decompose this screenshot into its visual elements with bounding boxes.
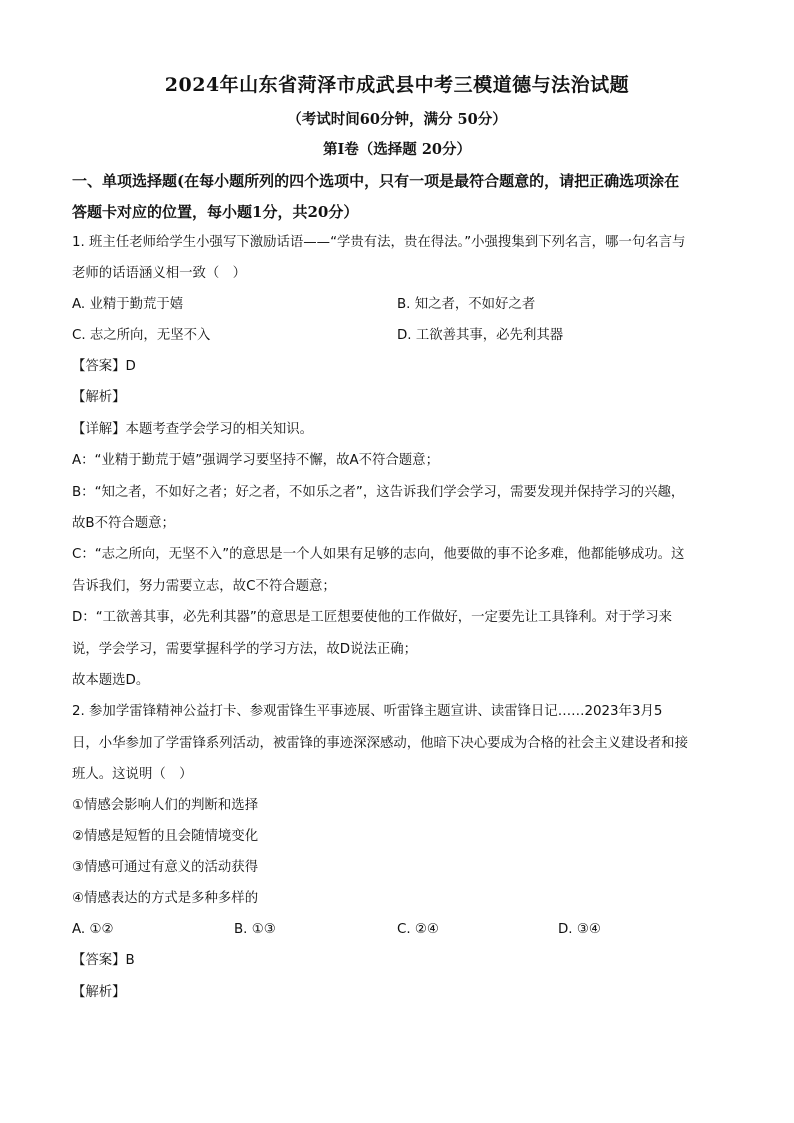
q2-answer: 【答案】B xyxy=(72,953,135,968)
q1-explain-b-line2: 故B不符合题意； xyxy=(72,516,175,531)
q1-detail: 【详解】本题考查学会学习的相关知识。 xyxy=(72,422,314,437)
exam-subtitle: （考试时间60分钟，满分 50分） xyxy=(287,111,507,128)
q2-option-b: B. ①③ xyxy=(234,922,276,937)
q1-explain-d-line2: 说，学会学习，需要掌握科学的学习方法，故D说法正确； xyxy=(72,642,418,657)
q1-analysis-label: 【解析】 xyxy=(72,390,126,405)
q1-conclusion: 故本题选D。 xyxy=(72,673,150,688)
q1-stem-line1: 1. 班主任老师给学生小强写下激励话语——“学贵有法，贵在得法。”小强搜集到下列名言，哪一句名言与 xyxy=(72,235,686,250)
q2-statement-4: ④情感表达的方式是多种多样的 xyxy=(72,891,259,906)
q1-explain-a: A：“业精于勤荒于嬉”强调学习要坚持不懈，故A不符合题意； xyxy=(72,453,439,468)
q1-explain-c-line2: 告诉我们，努力需要立志，故C不符合题意； xyxy=(72,579,336,594)
part-heading: 第Ⅰ卷（选择题 20分） xyxy=(322,141,471,158)
q2-statement-3: ③情感可通过有意义的活动获得 xyxy=(72,860,259,875)
q2-option-a: A. ①② xyxy=(72,922,114,937)
q1-explain-d-line1: D：“工欲善其事，必先利其器”的意思是工匠想要使他的工作做好，一定要先让工具锋利。对于学习来 xyxy=(72,610,672,625)
q2-analysis-label: 【解析】 xyxy=(72,985,126,1000)
q1-option-b: B. 知之者，不如好之者 xyxy=(397,297,536,312)
q1-stem-line2: 老师的话语涵义相一致（ ） xyxy=(72,266,247,281)
q1-explain-b-line1: B：“知之者，不如好之者；好之者，不如乐之者”，这告诉我们学会学习，需要发现并保持学习的兴趣， xyxy=(72,485,685,500)
q2-option-c: C. ②④ xyxy=(397,922,439,937)
q2-stem-line1: 2. 参加学雷锋精神公益打卡、参观雷锋生平事迹展、听雷锋主题宣讲、读雷锋日记……2023年3月5 xyxy=(72,704,663,719)
q2-statement-1: ①情感会影响人们的判断和选择 xyxy=(72,798,259,813)
q1-option-a: A. 业精于勤荒于嬉 xyxy=(72,297,184,312)
q1-option-c: C. 志之所向，无坚不入 xyxy=(72,328,211,343)
exam-title: 2024年山东省菏泽市成武县中考三模道德与法治试题 xyxy=(164,74,630,96)
q2-stem-line2: 日，小华参加了学雷锋系列活动，被雷锋的事迹深深感动，他暗下决心要成为合格的社会主义建设者和接 xyxy=(72,736,688,751)
q1-answer: 【答案】D xyxy=(72,359,136,374)
section-instructions-line2: 答题卡对应的位置，每小题1分，共20分） xyxy=(72,203,359,221)
q2-statement-2: ②情感是短暂的且会随情境变化 xyxy=(72,829,259,844)
q2-option-d: D. ③④ xyxy=(558,922,601,937)
section-instructions-line1: 一、单项选择题(在每小题所列的四个选项中，只有一项是最符合题意的，请把正确选项涂在 xyxy=(72,172,680,190)
q2-stem-line3: 班人。这说明（ ） xyxy=(72,767,193,782)
q1-explain-c-line1: C：“志之所向，无坚不入”的意思是一个人如果有足够的志向，他要做的事不论多难，他都能够成功。这 xyxy=(72,547,685,562)
q1-option-d: D. 工欲善其事，必先利其器 xyxy=(397,328,564,343)
